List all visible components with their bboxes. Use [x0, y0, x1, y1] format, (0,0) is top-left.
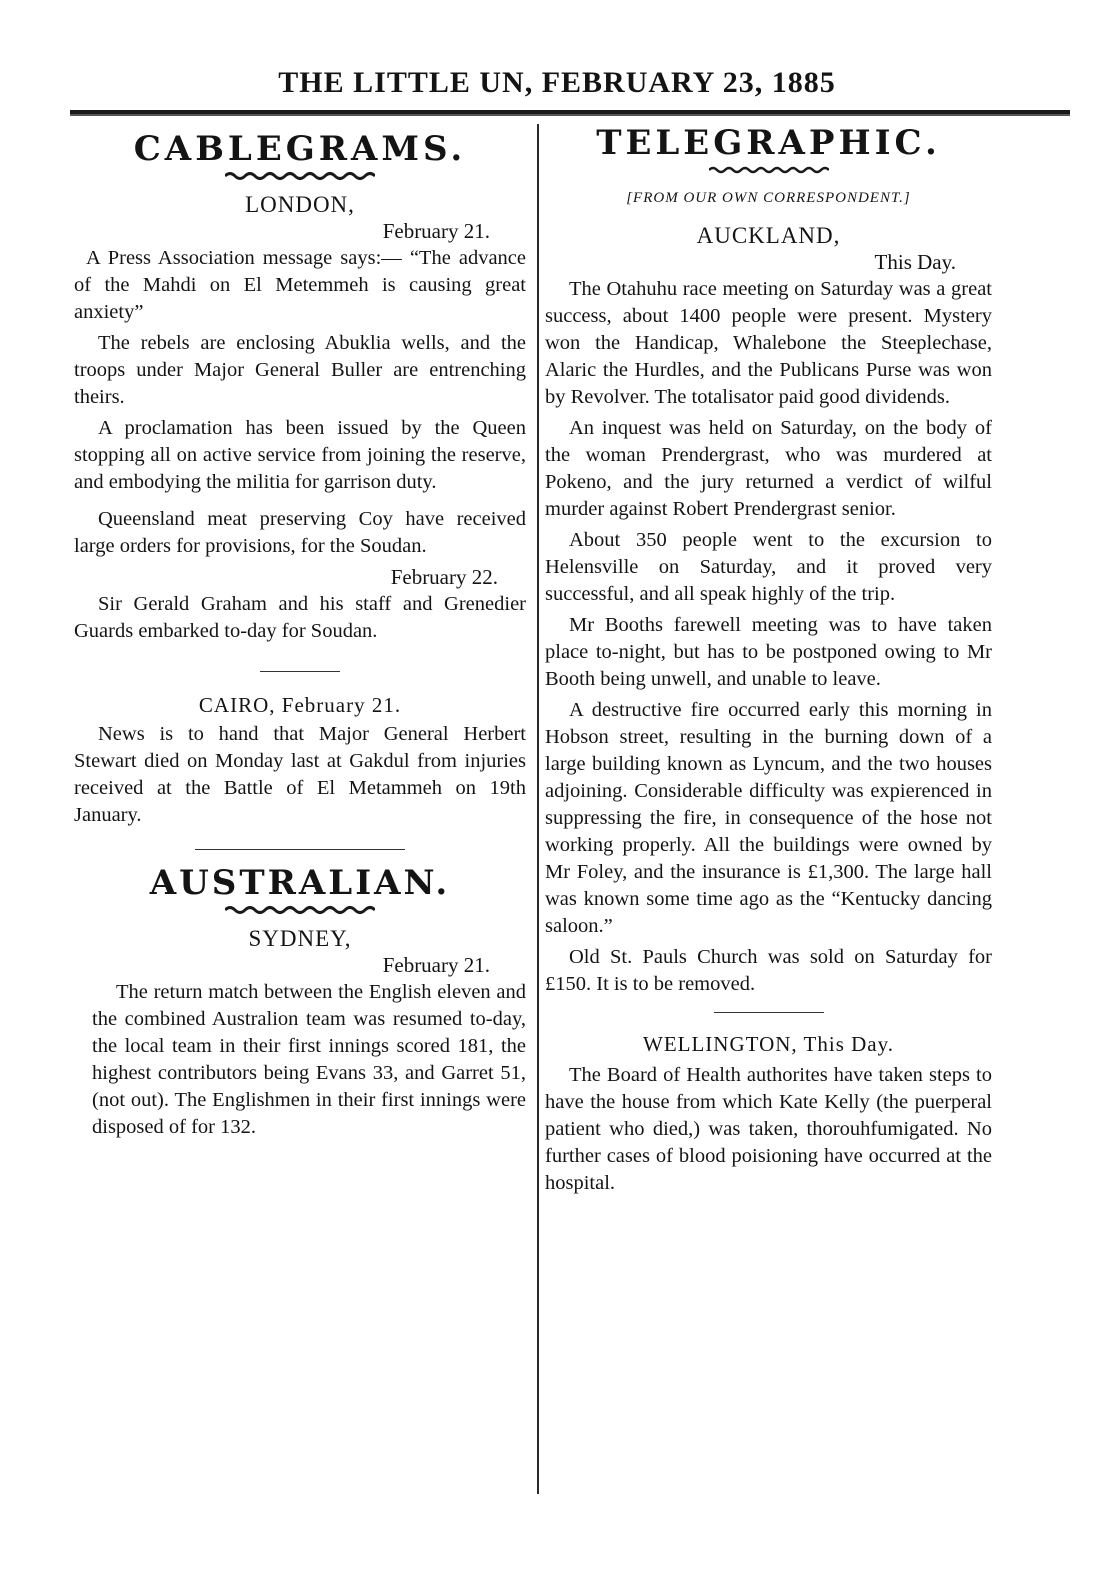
sydney-date: February 21. [382, 953, 490, 977]
london-para-4: Queensland meat preserving Coy have received large orders for provisions, for the Soudan. [74, 508, 526, 557]
sydney-dateline: SYDNEY, [248, 926, 352, 951]
column-divider [537, 124, 539, 1494]
london-para-3: A proclamation has been issued by the Queen stopping all on active service from joining the reserve, and embodying the militia for garrison duty. [74, 417, 526, 493]
masthead: THE LITTLE UN, FEBRUARY 23, 1885 [278, 66, 836, 99]
auckland-para-4: Mr Booths farewell meeting was to have taken place to-night, but has to be postponed owing to Mr Booth being unwell, and unable to leave. [545, 614, 992, 690]
cablegrams-heading: CABLEGRAMS. [133, 129, 467, 169]
section-rule-2 [195, 849, 405, 850]
london-date: February 21. [382, 219, 490, 243]
wavy-ornament [225, 171, 375, 181]
auckland-para-3: About 350 people went to the excursion to Helensville on Saturday, and it proved very successful, and all speak highly of the trip. [545, 529, 992, 605]
auckland-para-2: An inquest was held on Saturday, on the body of the woman Prendergrast, who was murdered at Pokeno, and the jury returned a verdict of wilful murder against Robert Prendergrast senior. [545, 417, 992, 520]
section-rule [260, 671, 340, 672]
wellington-para: The Board of Health authorites have taken steps to have the house from which Kate Kelly (the puerperal patient who died,) was taken, thorouhfumigated. No further cases of blood poisioning have occurred at the hospital. [545, 1064, 992, 1194]
telegraphic-heading: TELEGRAPHIC. [596, 123, 941, 163]
auckland-dateline: AUCKLAND, [696, 223, 841, 248]
australian-heading: AUSTRALIAN. [149, 863, 451, 903]
right-column [545, 123, 992, 1201]
auckland-date: This Day. [874, 250, 956, 274]
sydney-para: The return match between the English eleven and the combined Australion team was resumed to-day, the local team in their first innings scored 181, the highest contributors being Evans 33, and Garret 51, (not out). The Englishmen in their first innings were disposed of for 132. [92, 981, 526, 1138]
london-date-2: February 22. [390, 565, 498, 589]
london-para-2: The rebels are enclosing Abuklia wells, and the troops under Major General Buller are entrenching theirs. [74, 332, 526, 408]
london-dateline: LONDON, [245, 192, 355, 217]
correspondent-note: [FROM OUR OWN CORRESPONDENT.] [626, 190, 911, 206]
section-rule-3 [714, 1012, 824, 1013]
wavy-ornament-3 [709, 165, 829, 175]
wellington-dateline: WELLINGTON, This Day. [643, 1032, 894, 1056]
cairo-para: News is to hand that Major General Herbert Stewart died on Monday last at Gakdul from injuries received at the Battle of El Metammeh on 19th January. [74, 723, 526, 826]
auckland-para-5: A destructive fire occurred early this morning in Hobson street, resulting in the burning down of a large building known as Lyncum, and the two houses adjoining. Considerable difficulty was expierenced in suppressing the fire, in consequence of the hose not working properly. All the buildings were owned by Mr Foley, and the insurance is £1,300. The large hall was known some time ago as the “Kentucky dancing saloon.” [545, 699, 992, 937]
london-para-5: Sir Gerald Graham and his staff and Grenedier Guards embarked to-day for Soudan. [74, 593, 526, 642]
london-para-1: A Press Association message says:— “The advance of the Mahdi on El Metemmeh is causing great anxiety” [74, 247, 526, 323]
wavy-ornament-2 [225, 905, 375, 915]
left-column [74, 130, 526, 1145]
auckland-para-1: The Otahuhu race meeting on Saturday was a great success, about 1400 people were present. Mystery won the Handicap, Whalebone the Steeplechase, Alaric the Hurdles, and the Publicans Purse was won by Revolver. The totalisator paid good dividends. [545, 278, 992, 408]
masthead-rule [70, 110, 1070, 116]
auckland-para-6: Old St. Pauls Church was sold on Saturday for £150. It is to be removed. [545, 946, 992, 995]
cairo-dateline: CAIRO, February 21. [198, 693, 402, 717]
